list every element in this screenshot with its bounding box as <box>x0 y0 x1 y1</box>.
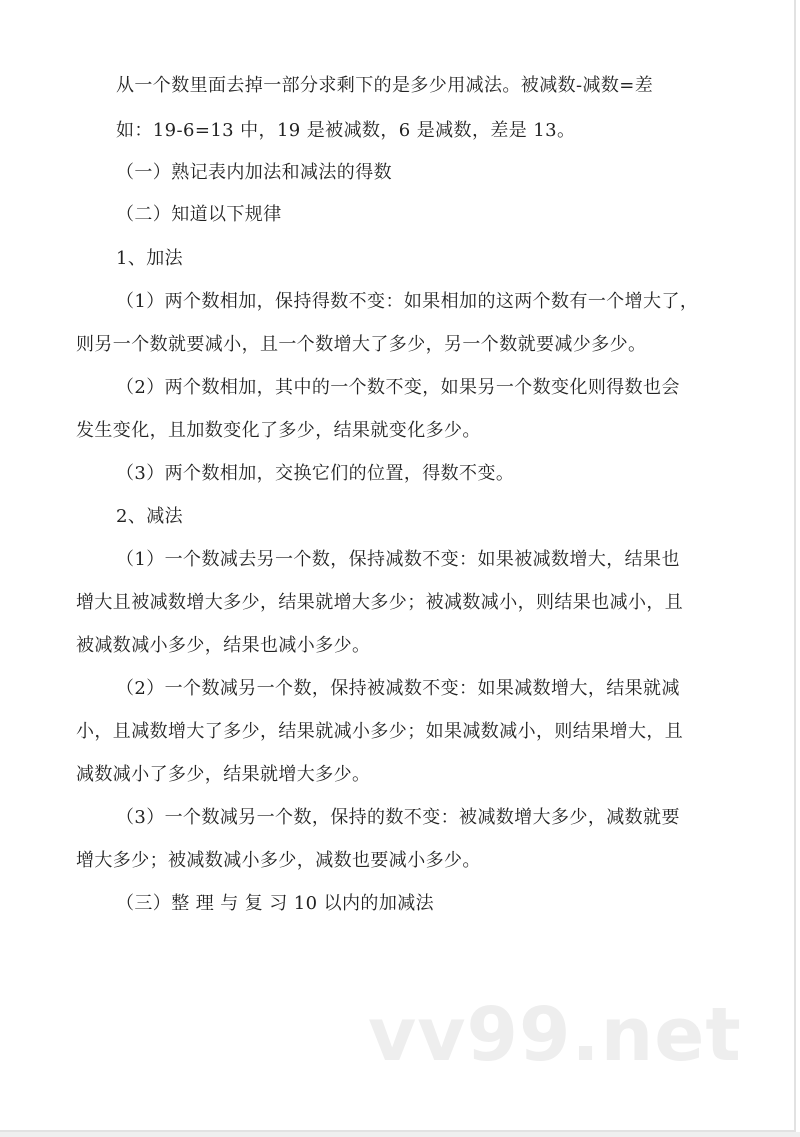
watermark: vv99.net <box>368 992 742 1078</box>
addition-rule-1-line-2: 则另一个数就要减小，且一个数增大了多少，另一个数就要减少多少。 <box>76 334 647 355</box>
subtraction-rule-1-line-1: （1）一个数减去另一个数，保持减数不变：如果被减数增大，结果也 <box>116 549 680 570</box>
subtraction-rule-1-line-3: 被减数减小多少，结果也减小多少。 <box>76 635 371 656</box>
page-bottom-edge <box>0 1132 800 1137</box>
subtraction-rule-3-line-1: （3）一个数减另一个数，保持的数不变：被减数增大多少，减数就要 <box>116 807 680 828</box>
addition-rule-2-line-1: （2）两个数相加，其中的一个数不变，如果另一个数变化则得数也会 <box>116 377 680 398</box>
subtraction-rule-2-line-3: 减数减小了多少，结果就增大多少。 <box>76 764 371 785</box>
section-heading-3: （三）整 理 与 复 习 10 以内的加减法 <box>116 893 435 914</box>
subtraction-rule-1-line-2: 增大且被减数增大多少，结果就增大多少；被减数减小，则结果也减小，且 <box>76 592 684 613</box>
addition-rule-2-line-2: 发生变化，且加数变化了多少，结果就变化多少。 <box>76 420 481 441</box>
addition-heading: 1、加法 <box>116 248 184 269</box>
addition-rule-1-line-1: （1）两个数相加，保持得数不变：如果相加的这两个数有一个增大了， <box>116 291 699 312</box>
subtraction-heading: 2、减法 <box>116 506 184 527</box>
intro-paragraph: 从一个数里面去掉一部分求剩下的是多少用减法。被减数-减数=差 <box>116 75 654 96</box>
subtraction-rule-2-line-1: （2）一个数减另一个数，保持被减数不变：如果减数增大，结果就减 <box>116 678 680 699</box>
section-heading-1: （一）熟记表内加法和减法的得数 <box>116 162 392 183</box>
section-heading-2: （二）知道以下规律 <box>116 204 282 225</box>
subtraction-rule-2-line-2: 小，且减数增大了多少，结果就减小多少；如果减数减小，则结果增大，且 <box>76 721 684 742</box>
subtraction-rule-3-line-2: 增大多少；被减数减小多少，减数也要减小多少。 <box>76 850 481 871</box>
example-paragraph: 如：19-6=13 中，19 是被减数，6 是减数，差是 13。 <box>116 120 576 141</box>
addition-rule-3: （3）两个数相加，交换它们的位置，得数不变。 <box>116 463 515 484</box>
